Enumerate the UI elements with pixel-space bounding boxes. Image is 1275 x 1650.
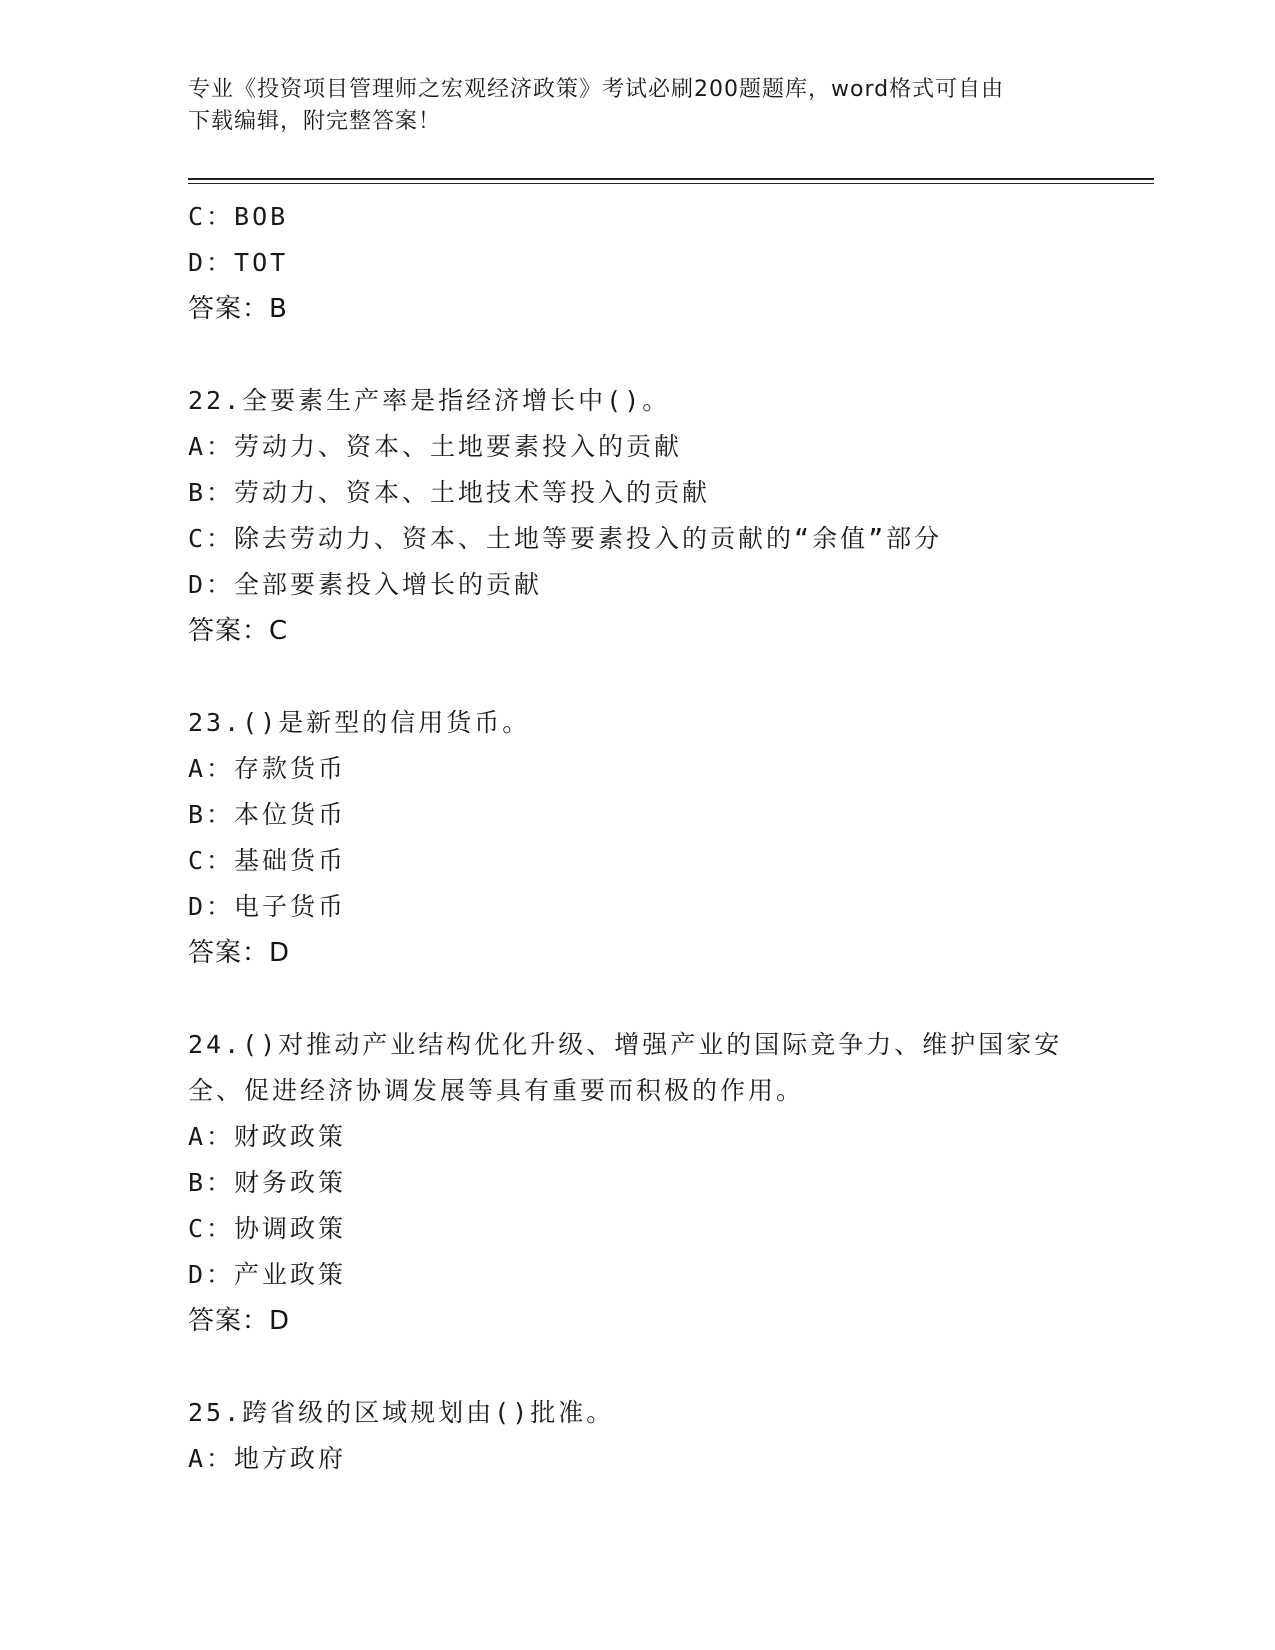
question-stem: 25.跨省级的区域规划由()批准。 bbox=[188, 1398, 615, 1427]
header-rule-thin bbox=[188, 183, 1154, 184]
spacer bbox=[188, 332, 1128, 378]
question-block-23 bbox=[188, 700, 1128, 976]
option-d: D：电子货币 bbox=[188, 892, 347, 921]
question-block-25 bbox=[188, 1390, 1128, 1482]
spacer bbox=[188, 654, 1128, 700]
question-stem: 23.()是新型的信用货币。 bbox=[188, 708, 531, 737]
option-b: B：财务政策 bbox=[188, 1168, 347, 1197]
option-d: D：产业政策 bbox=[188, 1260, 347, 1289]
answer-line: 答案：B bbox=[188, 294, 288, 324]
question-stem-line-1: 24.()对推动产业结构优化升级、增强产业的国际竞争力、维护国家安 bbox=[188, 1030, 1063, 1059]
question-block-21-tail bbox=[188, 194, 1128, 332]
question-block-22 bbox=[188, 378, 1128, 654]
option-a: A：劳动力、资本、土地要素投入的贡献 bbox=[188, 432, 683, 461]
option-c: C：基础货币 bbox=[188, 846, 347, 875]
answer-line: 答案：C bbox=[188, 616, 289, 646]
question-stem: 22.全要素生产率是指经济增长中()。 bbox=[188, 386, 671, 415]
header-line-2: 下载编辑，附完整答案！ bbox=[188, 109, 442, 134]
option-d: D：全部要素投入增长的贡献 bbox=[188, 570, 543, 599]
option-b: B：本位货币 bbox=[188, 800, 347, 829]
option-c: C：BOB bbox=[188, 202, 289, 231]
answer-line: 答案：D bbox=[188, 1306, 291, 1336]
option-a: A：地方政府 bbox=[188, 1444, 347, 1473]
question-block-24 bbox=[188, 1022, 1128, 1344]
question-stem-line-2: 全、促进经济协调发展等具有重要而积极的作用。 bbox=[188, 1076, 805, 1105]
answer-line: 答案：D bbox=[188, 938, 291, 968]
document-header bbox=[188, 74, 1078, 138]
header-line-1: 专业《投资项目管理师之宏观经济政策》考试必刷200题题库，word格式可自由 bbox=[188, 77, 1005, 102]
option-c: C：除去劳动力、资本、土地等要素投入的贡献的“余值”部分 bbox=[188, 524, 943, 553]
option-b: B：劳动力、资本、土地技术等投入的贡献 bbox=[188, 478, 711, 507]
spacer bbox=[188, 976, 1128, 1022]
header-rule-thick bbox=[188, 178, 1154, 180]
option-c: C：协调政策 bbox=[188, 1214, 347, 1243]
option-a: A：存款货币 bbox=[188, 754, 347, 783]
question-list bbox=[188, 194, 1128, 1482]
option-d: D：TOT bbox=[188, 248, 289, 277]
spacer bbox=[188, 1344, 1128, 1390]
option-a: A：财政政策 bbox=[188, 1122, 347, 1151]
